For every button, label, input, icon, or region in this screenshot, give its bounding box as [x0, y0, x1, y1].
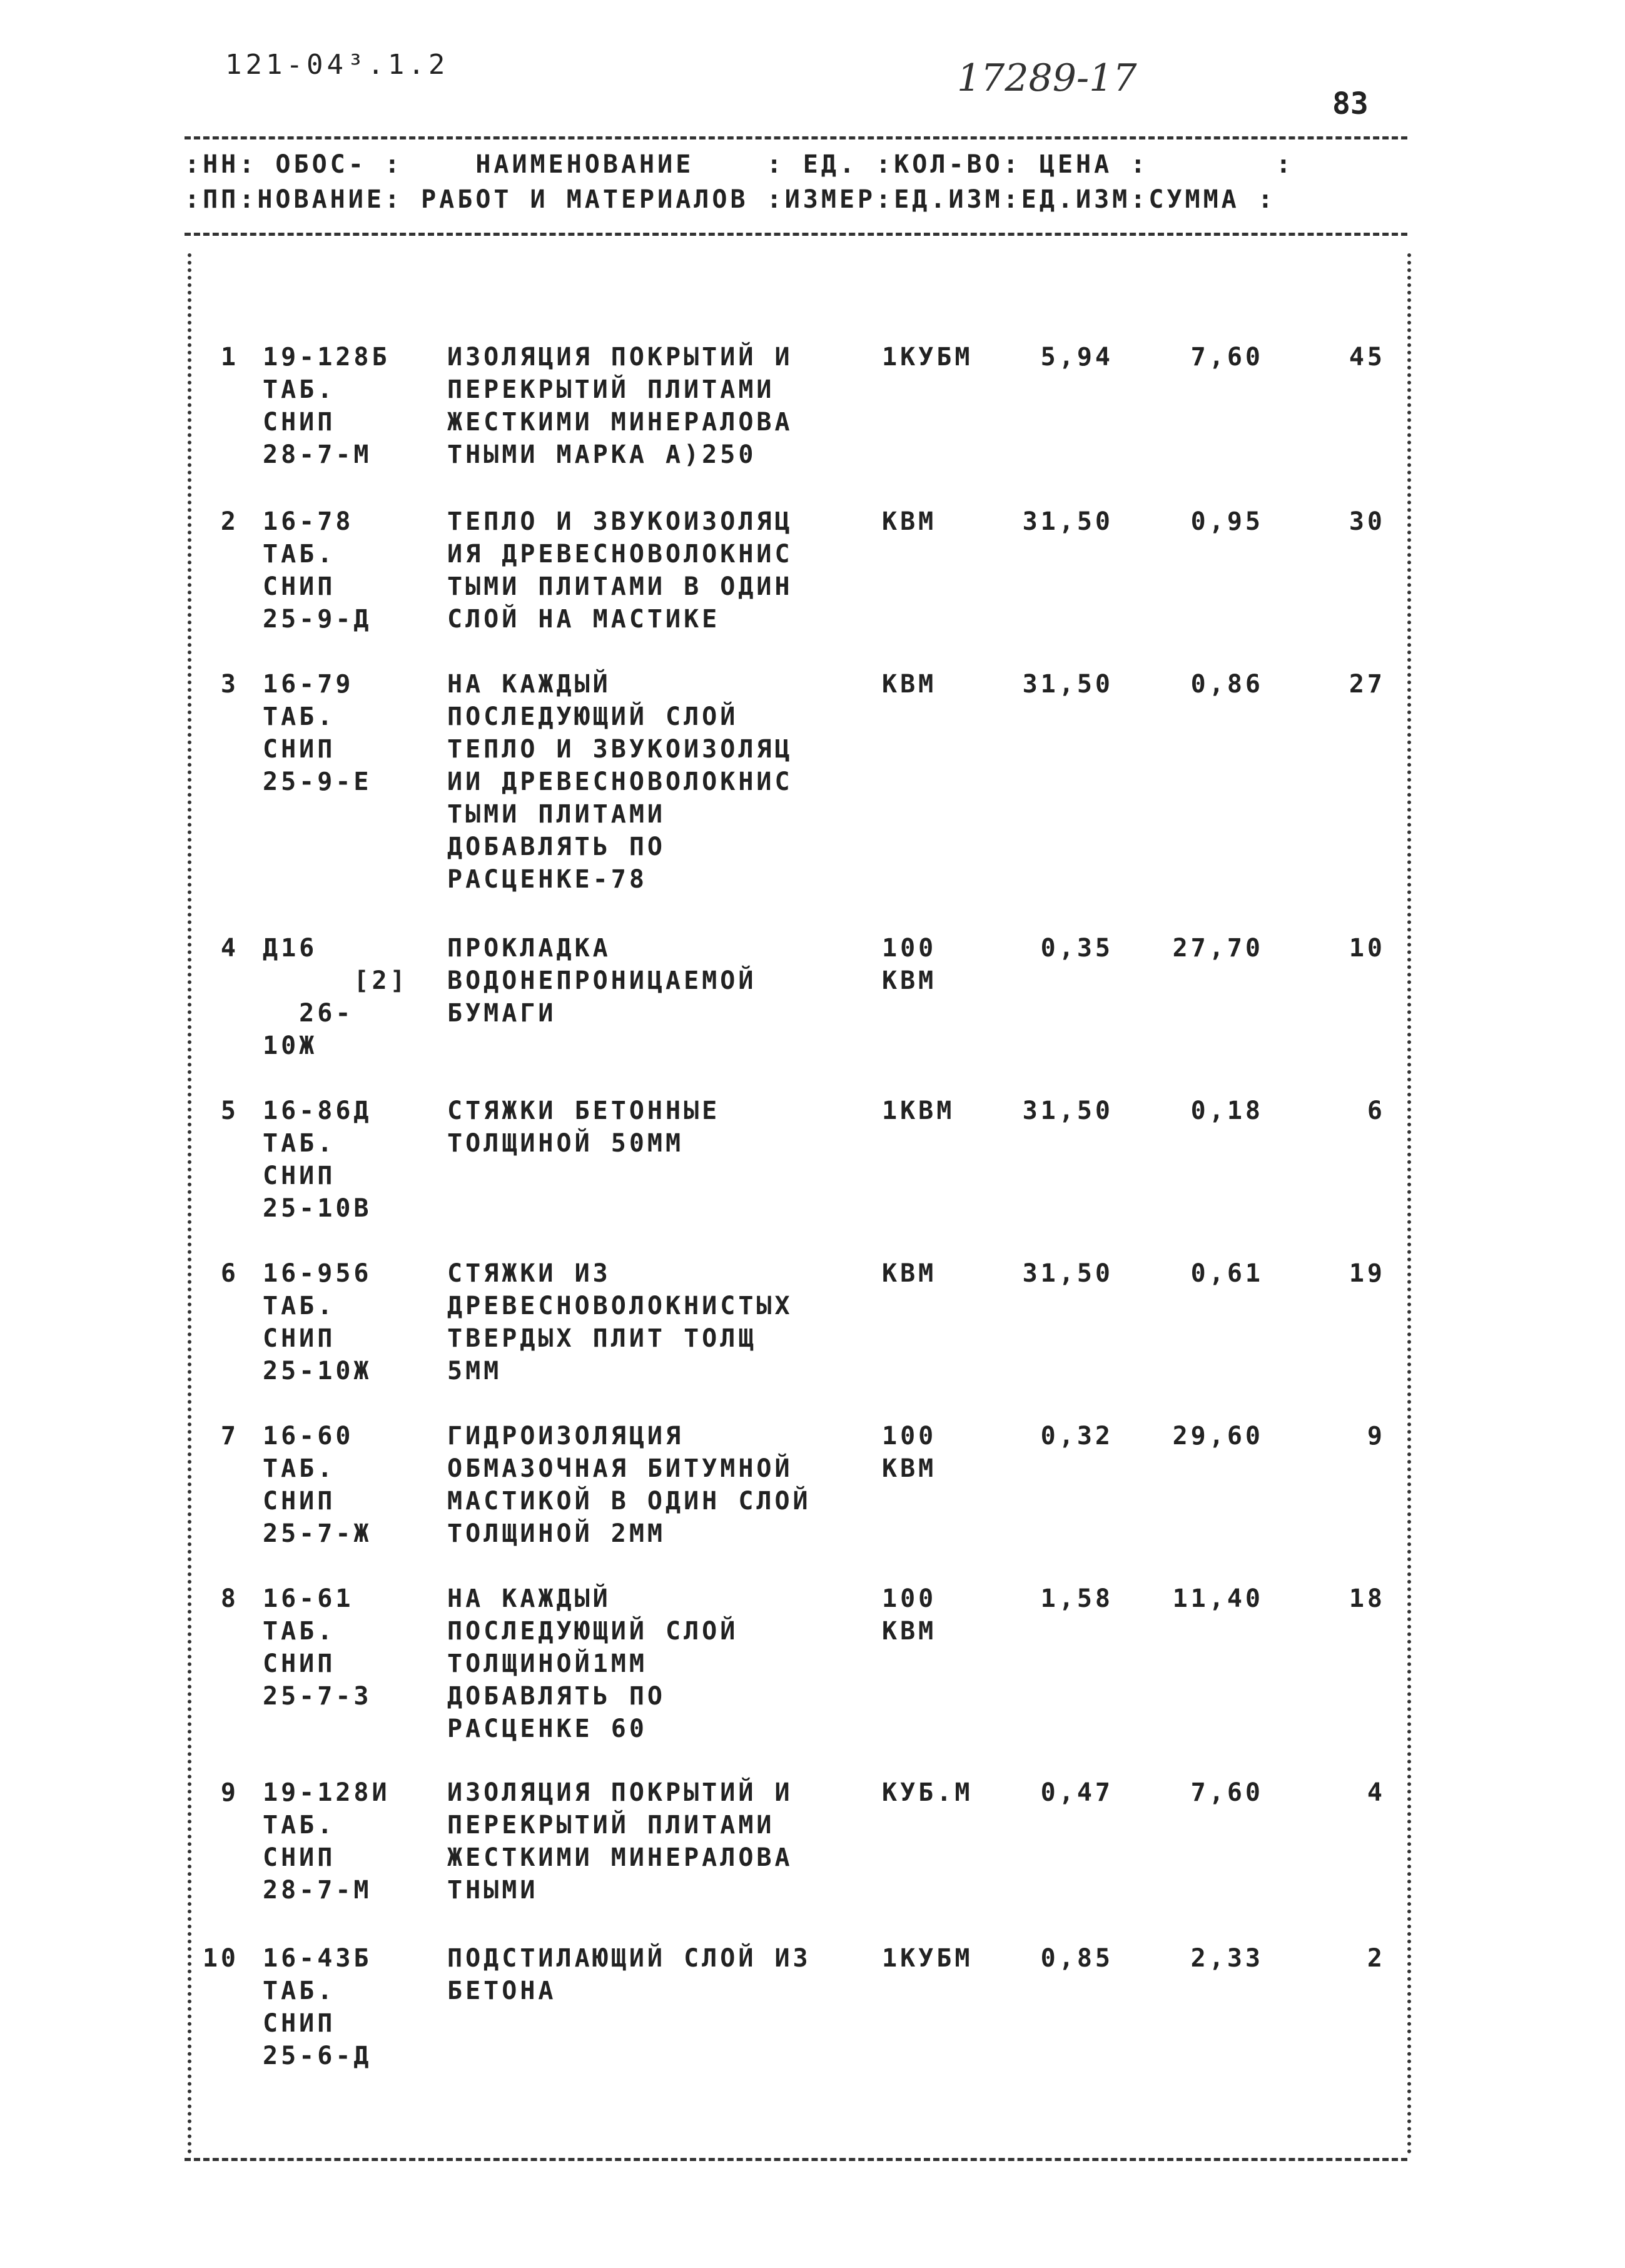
unit-of-measure: КВМ	[882, 507, 937, 536]
row-number: 9	[220, 1778, 239, 1807]
basis-code: 16-43Б ТАБ. СНИП 25-6-Д	[263, 1944, 372, 2070]
total-sum: 18	[1349, 1584, 1385, 1613]
quantity: 0,85	[1040, 1944, 1113, 1973]
unit-of-measure: КВМ	[882, 670, 937, 699]
unit-price: 0,18	[1190, 1096, 1263, 1125]
quantity: 31,50	[1022, 507, 1113, 536]
table-header-border	[185, 233, 1407, 236]
work-name: ПОДСТИЛАЮЩИЙ СЛОЙ ИЗ БЕТОНА	[447, 1944, 811, 2005]
total-sum: 9	[1367, 1422, 1385, 1450]
total-sum: 6	[1367, 1096, 1385, 1125]
basis-code: 16-79 ТАБ. СНИП 25-9-Е	[263, 670, 372, 796]
unit-of-measure: 1КВМ	[882, 1096, 955, 1125]
page-number: 83	[1332, 86, 1369, 121]
row-number: 1	[220, 343, 239, 372]
table-left-border	[188, 253, 191, 2155]
basis-code: 16-60 ТАБ. СНИП 25-7-Ж	[263, 1422, 372, 1548]
basis-code: Д16 [2] 26- 10Ж	[263, 934, 408, 1060]
quantity: 0,35	[1040, 934, 1113, 963]
total-sum: 2	[1367, 1944, 1385, 1973]
quantity: 31,50	[1022, 1096, 1113, 1125]
work-name: СТЯЖКИ БЕТОННЫЕ ТОЛЩИНОЙ 50ММ	[447, 1096, 721, 1158]
unit-of-measure: 100 КВМ	[882, 1422, 937, 1483]
unit-of-measure: 100 КВМ	[882, 1584, 937, 1646]
work-name: ИЗОЛЯЦИЯ ПОКРЫТИЙ И ПЕРЕКРЫТИЙ ПЛИТАМИ ЖЕСТКИМИ МИНЕРАЛОВА ТНЫМИ	[447, 1778, 793, 1905]
total-sum: 27	[1349, 670, 1385, 699]
unit-price: 0,86	[1190, 670, 1263, 699]
work-name: ГИДРОИЗОЛЯЦИЯ ОБМАЗОЧНАЯ БИТУМНОЙ МАСТИКОЙ В ОДИН СЛОЙ ТОЛЩИНОЙ 2ММ	[447, 1422, 811, 1548]
unit-price: 7,60	[1190, 1778, 1263, 1807]
row-number: 8	[220, 1584, 239, 1613]
unit-price: 0,61	[1190, 1259, 1263, 1288]
table-bottom-border	[185, 2158, 1407, 2161]
row-number: 7	[220, 1422, 239, 1450]
work-name: ПРОКЛАДКА ВОДОНЕПРОНИЦАЕМОЙ БУМАГИ	[447, 934, 757, 1028]
unit-of-measure: 1КУБМ	[882, 343, 973, 372]
table-header-row-2: :ПП:НОВАНИЕ: РАБОТ И МАТЕРИАЛОВ :ИЗМЕР:ЕД.ИЗМ:ЕД.ИЗМ:СУММА :	[185, 185, 1276, 214]
unit-price: 2,33	[1190, 1944, 1263, 1973]
unit-price: 7,60	[1190, 343, 1263, 372]
unit-of-measure: КУБ.М	[882, 1778, 973, 1807]
row-number: 5	[220, 1096, 239, 1125]
basis-code: 16-78 ТАБ. СНИП 25-9-Д	[263, 507, 372, 634]
quantity: 31,50	[1022, 1259, 1113, 1288]
row-number: 3	[220, 670, 239, 699]
quantity: 5,94	[1040, 343, 1113, 372]
table-right-border	[1407, 253, 1411, 2155]
handwritten-number: 17289-17	[957, 56, 1137, 100]
document-code: 121-04³.1.2	[225, 49, 449, 81]
basis-code: 19-128Б ТАБ. СНИП 28-7-М	[263, 343, 390, 469]
quantity: 0,47	[1040, 1778, 1113, 1807]
unit-of-measure: 100 КВМ	[882, 934, 937, 995]
row-number: 10	[202, 1944, 239, 1973]
unit-of-measure: 1КУБМ	[882, 1944, 973, 1973]
table-header-row-1: :НН: ОБОС- : НАИМЕНОВАНИЕ : ЕД. :КОЛ-ВО: ЦЕНА : :	[185, 150, 1295, 179]
unit-price: 27,70	[1172, 934, 1263, 963]
unit-price: 0,95	[1190, 507, 1263, 536]
work-name: ИЗОЛЯЦИЯ ПОКРЫТИЙ И ПЕРЕКРЫТИЙ ПЛИТАМИ ЖЕСТКИМИ МИНЕРАЛОВА ТНЫМИ МАРКА А)250	[447, 343, 793, 469]
work-name: НА КАЖДЫЙ ПОСЛЕДУЮЩИЙ СЛОЙ ТОЛЩИНОЙ1ММ ДОБАВЛЯТЬ ПО РАСЦЕНКЕ 60	[447, 1584, 739, 1743]
unit-of-measure: КВМ	[882, 1259, 937, 1288]
basis-code: 19-128И ТАБ. СНИП 28-7-М	[263, 1778, 390, 1905]
basis-code: 16-956 ТАБ. СНИП 25-10Ж	[263, 1259, 372, 1385]
row-number: 4	[220, 934, 239, 963]
total-sum: 10	[1349, 934, 1385, 963]
total-sum: 4	[1367, 1778, 1385, 1807]
quantity: 0,32	[1040, 1422, 1113, 1450]
quantity: 31,50	[1022, 670, 1113, 699]
work-name: ТЕПЛО И ЗВУКОИЗОЛЯЦ ИЯ ДРЕВЕСНОВОЛОКНИС ТЫМИ ПЛИТАМИ В ОДИН СЛОЙ НА МАСТИКЕ	[447, 507, 793, 634]
work-name: НА КАЖДЫЙ ПОСЛЕДУЮЩИЙ СЛОЙ ТЕПЛО И ЗВУКОИЗОЛЯЦ ИИ ДРЕВЕСНОВОЛОКНИС ТЫМИ ПЛИТАМИ ДОБАВЛЯТЬ ПО РАСЦЕНКЕ-78	[447, 670, 793, 894]
quantity: 1,58	[1040, 1584, 1113, 1613]
basis-code: 16-61 ТАБ. СНИП 25-7-3	[263, 1584, 372, 1711]
work-name: СТЯЖКИ ИЗ ДРЕВЕСНОВОЛОКНИСТЫХ ТВЕРДЫХ ПЛИТ ТОЛЩ 5ММ	[447, 1259, 793, 1385]
total-sum: 30	[1349, 507, 1385, 536]
total-sum: 45	[1349, 343, 1385, 372]
total-sum: 19	[1349, 1259, 1385, 1288]
row-number: 6	[220, 1259, 239, 1288]
row-number: 2	[220, 507, 239, 536]
unit-price: 11,40	[1172, 1584, 1263, 1613]
basis-code: 16-86Д ТАБ. СНИП 25-10В	[263, 1096, 372, 1223]
unit-price: 29,60	[1172, 1422, 1263, 1450]
table-top-border	[185, 136, 1407, 139]
